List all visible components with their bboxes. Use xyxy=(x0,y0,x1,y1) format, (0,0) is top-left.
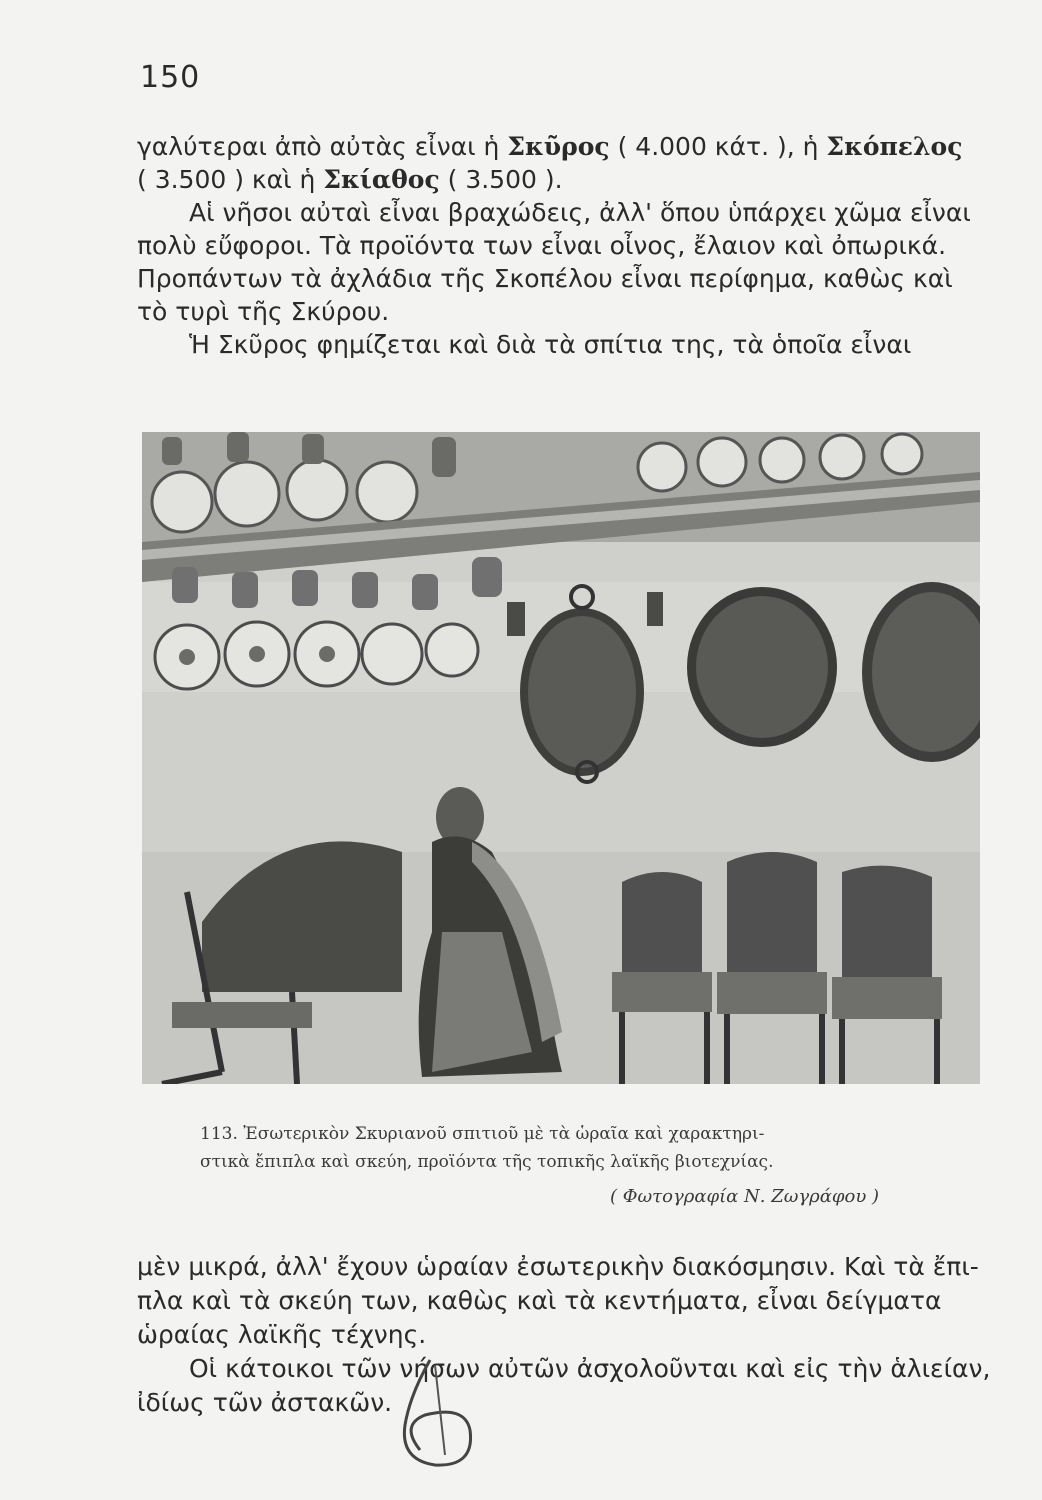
skiathos-name: Σκίαθος xyxy=(323,165,440,194)
text-fragment: ( 3.500 ). xyxy=(447,165,563,194)
text-line: μὲν μικρά, ἀλλ' ἔχουν ὡραίαν ἐσωτερικὴν διακόσμησιν. Καὶ τὰ ἔπι- xyxy=(137,1252,979,1281)
text-line: πλα καὶ τὰ σκεύη των, καθὼς καὶ τὰ κεντήματα, εἶναι δείγματα xyxy=(137,1286,942,1315)
text-line: Αἱ νῆσοι αὐταὶ εἶναι βραχώδεις, ἀλλ' ὅπου ὑπάρχει χῶμα εἶναι xyxy=(189,198,971,227)
handwritten-mark xyxy=(380,1355,490,1474)
bottom-paragraph xyxy=(137,1250,1007,1420)
text-line: Ἡ Σκῦρος φημίζεται καὶ διὰ τὰ σπίτια της, τὰ ὁποῖα εἶναι xyxy=(189,330,912,359)
figure-caption-line-1: 113. Ἐσωτερικὸν Σκυριανοῦ σπιτιοῦ μὲ τὰ ὡραῖα καὶ χαρακτηρι- xyxy=(200,1124,765,1144)
text-line: Οἱ κάτοικοι τῶν νήσων αὐτῶν ἀσχολοῦνται καὶ εἰς τὴν ἁλιείαν, xyxy=(189,1354,991,1383)
interior-photo xyxy=(142,432,980,1084)
text-line: Προπάντων τὰ ἀχλάδια τῆς Σκοπέλου εἶναι περίφημα, καθὼς καὶ xyxy=(137,264,953,293)
photo-credit: ( Φωτογραφία Ν. Ζωγράφου ) xyxy=(610,1186,880,1207)
text-line xyxy=(137,130,1007,163)
text-line xyxy=(137,163,1007,196)
text-line: τὸ τυρὶ τῆς Σκύρου. xyxy=(137,297,390,326)
text-line: ὡραίας λαϊκῆς τέχνης. xyxy=(137,1320,427,1349)
text-fragment: ( 3.500 ) καὶ ἡ xyxy=(137,165,316,194)
text-span xyxy=(137,130,962,163)
text-fragment: ( 4.000 κάτ. ), ἡ xyxy=(609,132,827,161)
figure-caption-line-2: στικὰ ἔπιπλα καὶ σκεύη, προϊόντα τῆς τοπικῆς λαϊκῆς βιοτεχνίας. xyxy=(200,1152,774,1172)
page-number: 150 xyxy=(140,60,201,95)
text-line: πολὺ εὔφοροι. Τὰ προϊόντα των εἶναι οἶνος, ἔλαιον καὶ ὀπωρικά. xyxy=(137,231,947,260)
skopelos-name: Σκόπελος xyxy=(826,132,963,161)
text-line: ἰδίως τῶν ἀστακῶν. xyxy=(137,1388,393,1417)
top-paragraph xyxy=(137,130,1007,361)
skyros-name: Σκῦρος xyxy=(507,132,610,161)
text-fragment: γαλύτεραι ἀπὸ αὐτὰς εἶναι ἡ xyxy=(137,132,508,161)
